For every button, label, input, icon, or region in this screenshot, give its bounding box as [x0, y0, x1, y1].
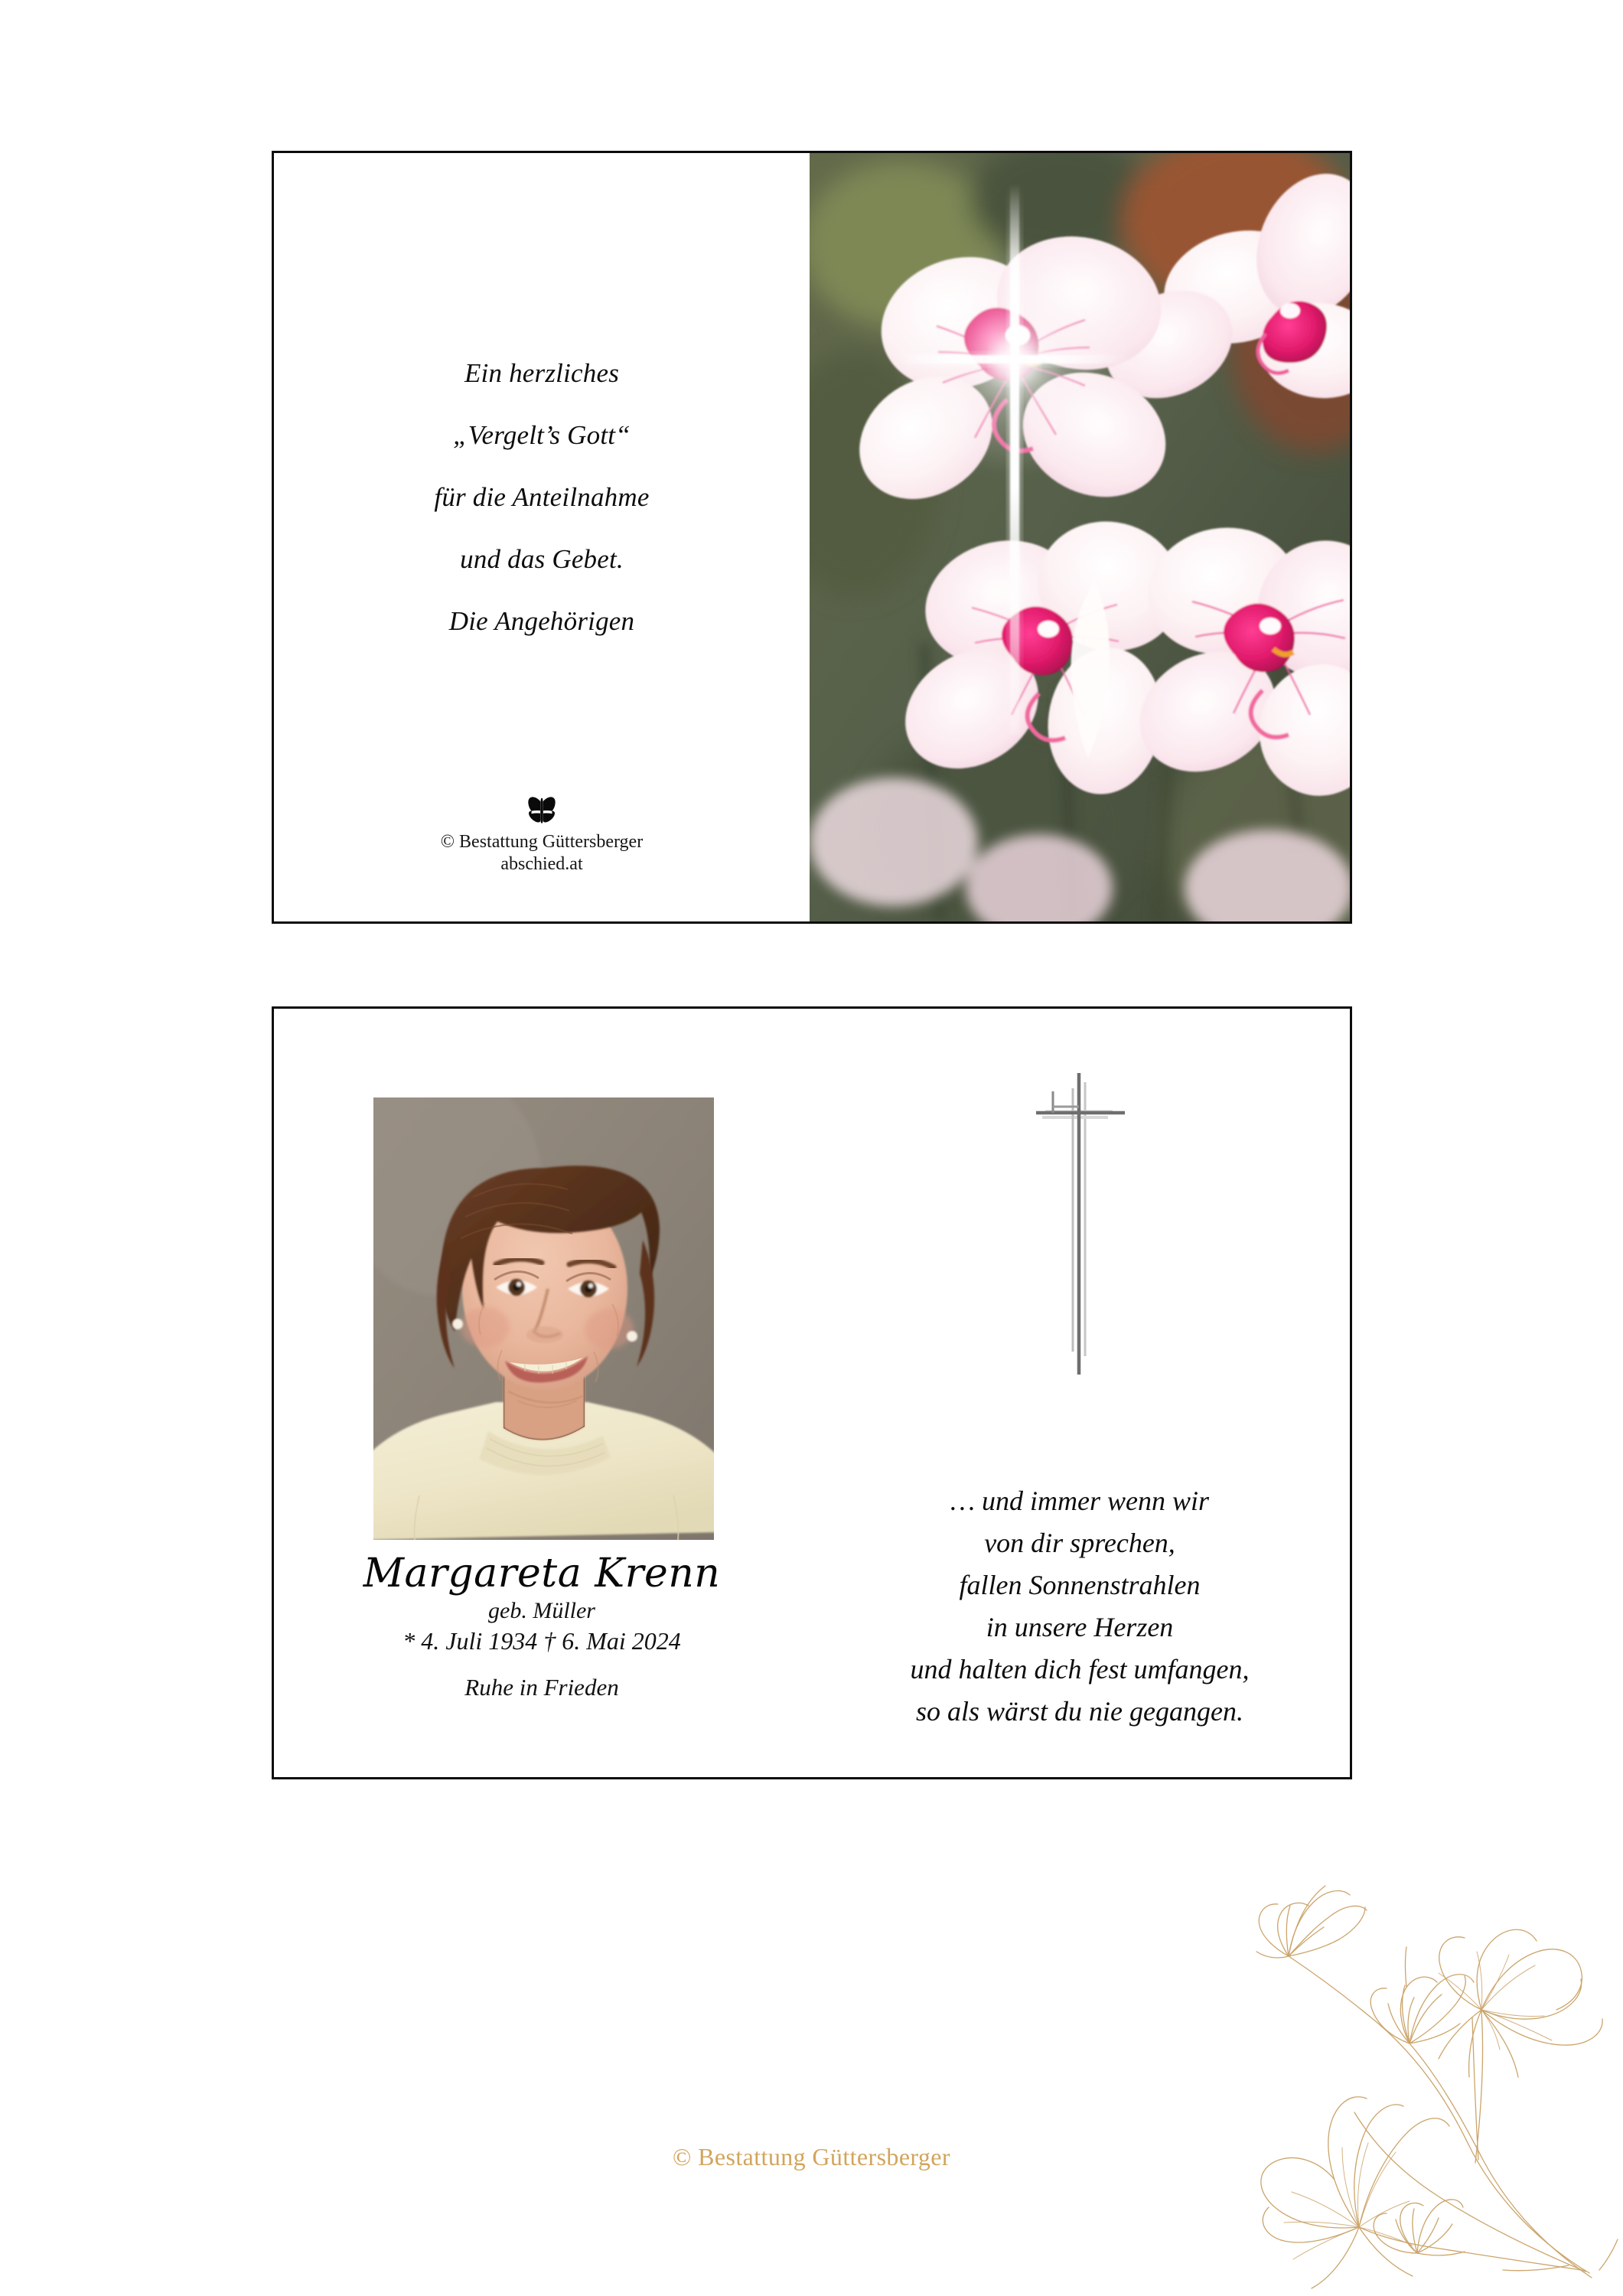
thank-you-line-5: Die Angehörigen	[448, 606, 635, 636]
credit-company: © Bestattung Güttersberger	[440, 832, 644, 852]
thank-you-line-4: und das Gebet.	[460, 544, 624, 574]
thank-you-line-1: Ein herzliches	[464, 358, 620, 388]
portrait-photo	[373, 1097, 714, 1540]
maiden-name: geb. Müller	[488, 1598, 595, 1623]
deceased-name: Margareta Krenn	[363, 1551, 721, 1596]
poem-line-1: … und immer wenn wir	[950, 1486, 1209, 1516]
memorial-poem	[810, 1487, 1350, 1725]
cross-icon	[1022, 1071, 1137, 1393]
orchid-photograph	[810, 153, 1350, 921]
thank-you-message	[274, 360, 810, 634]
memorial-left-pane	[274, 1009, 810, 1777]
thank-you-text-pane	[274, 153, 810, 921]
thank-you-credit-block	[274, 796, 810, 876]
poem-line-3: fallen Sonnenstrahlen	[959, 1570, 1201, 1600]
rest-in-peace-text: Ruhe in Frieden	[464, 1674, 619, 1701]
life-dates: * 4. Juli 1934 † 6. Mai 2024	[402, 1627, 681, 1655]
poem-line-2: von dir sprechen,	[984, 1528, 1175, 1558]
thank-you-line-2: „Vergelt’s Gott“	[453, 420, 631, 450]
poem-line-6: so als wärst du nie gegangen.	[916, 1696, 1243, 1727]
footer-credit: © Bestattung Güttersberger	[673, 2143, 950, 2170]
thank-you-line-3: für die Anteilnahme	[434, 482, 650, 512]
credit-website: abschied.at	[500, 854, 583, 875]
floral-ornament	[1209, 1814, 1623, 2296]
thank-you-card	[272, 151, 1352, 924]
butterfly-icon	[524, 796, 559, 827]
poem-line-4: in unsere Herzen	[986, 1612, 1174, 1642]
deceased-details	[274, 1551, 810, 1701]
memorial-card	[272, 1006, 1352, 1779]
page-footer	[0, 2143, 1623, 2171]
memorial-right-pane	[810, 1009, 1350, 1777]
poem-line-5: und halten dich fest umfangen,	[910, 1654, 1250, 1684]
